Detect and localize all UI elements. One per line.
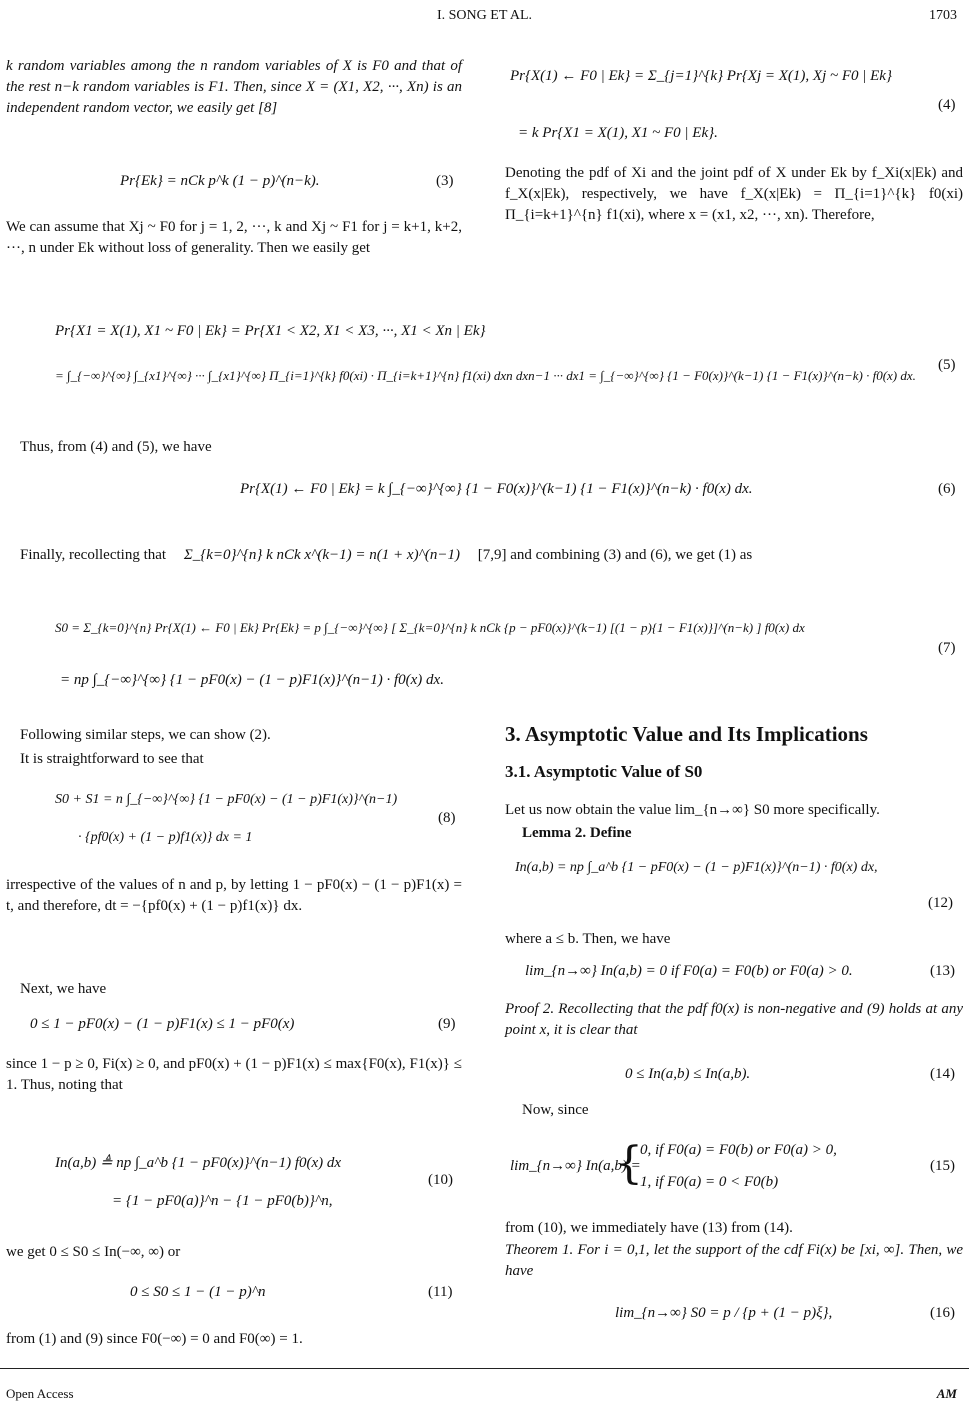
equation-11-number: (11) [428, 1284, 453, 1300]
footer-open-access: Open Access [6, 1386, 74, 1401]
equation-14-number: (14) [930, 1066, 955, 1082]
equation-10-number: (10) [428, 1172, 453, 1188]
equation-15-lhs: lim_{n→∞} In(a,b) = [510, 1158, 641, 1174]
paragraph-straightforward: It is straightforward to see that [20, 751, 204, 767]
equation-3-number: (3) [436, 173, 454, 189]
lemma-2-label [522, 823, 632, 844]
equation-4-line1: Pr{X(1) ← F0 | Ek} = Σ_{j=1}^{k} Pr{Xj = X(1), Xj ~ F0 | Ek} [510, 68, 892, 84]
footer-journal-abbrev: AM [936, 1386, 957, 1401]
equation-15-brace: { [615, 1138, 643, 1189]
equation-7-line1: S0 = Σ_{k=0}^{n} Pr{X(1) ← F0 | Ek} Pr{Ek} = p ∫_{−∞}^{∞} [ Σ_{k=0}^{n} k nCk {p − pF0(x)}^(k−1) [(1 − p){1 − F1(x)}]^(n−k) ] f0(x) dx [55, 620, 805, 635]
paragraph-we-get: we get 0 ≤ S0 ≤ In(−∞, ∞) or [6, 1244, 181, 1260]
equation-9: 0 ≤ 1 − pF0(x) − (1 − p)F1(x) ≤ 1 − pF0(x) [30, 1016, 295, 1032]
paragraph-thus: Thus, from (4) and (5), we have [20, 439, 212, 455]
finally-text-b: [7,9] and combining (3) and (6), we get (1) as [477, 547, 753, 563]
finally-text-a: Finally, recollecting that [20, 547, 167, 563]
equation-16-number: (16) [930, 1305, 955, 1321]
equation-4-number: (4) [938, 97, 956, 113]
equation-12: In(a,b) = np ∫_a^b {1 − pF0(x) − (1 − p)F1(x)}^(n−1) · f0(x) dx, [515, 860, 878, 875]
paragraph-following: Following similar steps, we can show (2). [20, 727, 271, 743]
equation-8-line1: S0 + S1 = n ∫_{−∞}^{∞} {1 − pF0(x) − (1 − p)F1(x)}^(n−1) [55, 792, 398, 807]
paragraph-next: Next, we have [20, 981, 107, 997]
equation-6: Pr{X(1) ← F0 | Ek} = k ∫_{−∞}^{∞} {1 − F0(x)}^(k−1) {1 − F1(x)}^(n−k) · f0(x) dx. [240, 481, 753, 497]
paragraph-finally [20, 545, 752, 566]
equation-15-case-2: 1, if F0(a) = 0 < F0(b) [640, 1174, 779, 1190]
paragraph-denoting: Denoting the pdf of Xi and the joint pdf of X under Ek by f_Xi(x|Ek) and f_X(x|Ek), respectively, we have f_X(x|Ek) = Π_{i=1}^{k} f0(xi) Π_{i=k+1}^{n} f1(xi), where x = (x1, x2, ···, xn). Therefore, [505, 165, 963, 223]
paragraph-where: where a ≤ b. Then, we have [505, 931, 671, 947]
equation-7-line2: = np ∫_{−∞}^{∞} {1 − pF0(x) − (1 − p)F1(x)}^(n−1) · f0(x) dx. [60, 672, 444, 688]
equation-6-number: (6) [938, 481, 956, 497]
equation-3: Pr{Ek} = nCk p^k (1 − p)^(n−k). [120, 173, 320, 189]
equation-14: 0 ≤ In(a,b) ≤ In(a,b). [625, 1066, 751, 1082]
equation-15-number: (15) [930, 1158, 955, 1174]
equation-12-number: (12) [928, 895, 953, 911]
equation-5-number: (5) [938, 357, 956, 373]
paragraph-irrespective: irrespective of the values of n and p, by letting 1 − pF0(x) − (1 − p)F1(x) = t, and therefore, dt = −{pf0(x) + (1 − p)f1(x)} dx. [6, 877, 462, 914]
equation-5-line1: Pr{X1 = X(1), X1 ~ F0 | Ek} = Pr{X1 < X2, X1 < X3, ···, X1 < Xn | Ek} [55, 323, 486, 339]
equation-13-number: (13) [930, 963, 955, 979]
equation-11: 0 ≤ S0 ≤ 1 − (1 − p)^n [130, 1284, 266, 1300]
theorem-1-paragraph: Theorem 1. For i = 0,1, let the support of the cdf Fi(x) be [xi, ∞]. Then, we have [505, 1242, 963, 1279]
paragraph-from-10: from (10), we immediately have (13) from (14). [505, 1220, 793, 1236]
paragraph-intro: k random variables among the n random variables of X is F0 and that of the rest n−k random variables is F1. Then, since X = (X1, X2, ···, Xn) is an independent random vector, we easily get [8] [6, 58, 462, 116]
paragraph-now-since: Now, since [522, 1102, 589, 1118]
equation-13: lim_{n→∞} In(a,b) = 0 if F0(a) = F0(b) or F0(a) > 0. [525, 963, 853, 979]
page-number: 1703 [929, 8, 957, 23]
equation-4-line2: = k Pr{X1 = X(1), X1 ~ F0 | Ek}. [518, 125, 718, 141]
equation-9-number: (9) [438, 1016, 456, 1032]
equation-10-line2: = {1 − pF0(a)}^n − {1 − pF0(b)}^n, [112, 1193, 333, 1209]
paragraph-since: since 1 − p ≥ 0, Fi(x) ≥ 0, and pF0(x) + (1 − p)F1(x) ≤ max{F0(x), F1(x)} ≤ 1. Thus, noting that [6, 1056, 462, 1093]
lemma-2-text: Lemma 2. Define [522, 825, 632, 841]
proof-2-paragraph: Proof 2. Recollecting that the pdf f0(x) is non-negative and (9) holds at any point x, it is clear that [505, 1001, 963, 1038]
paragraph-assumption: We can assume that Xj ~ F0 for j = 1, 2, ···, k and Xj ~ F1 for j = k+1, k+2, ···, n under Ek without loss of generality. Then we easily get [6, 219, 462, 256]
equation-8-line2: · {pf0(x) + (1 − p)f1(x)} dx = 1 [78, 830, 253, 845]
equation-16: lim_{n→∞} S0 = p / {p + (1 − p)ξ}, [615, 1305, 833, 1321]
finally-sum: Σ_{k=0}^{n} k nCk x^(k−1) = n(1 + x)^(n−1) [183, 547, 461, 563]
section-3-1-heading: 3.1. Asymptotic Value of S0 [505, 762, 703, 781]
footer-rule [0, 1368, 969, 1369]
paragraph-from-1: from (1) and (9) since F0(−∞) = 0 and F0(∞) = 1. [6, 1331, 303, 1347]
running-title: I. SONG ET AL. [436, 8, 533, 23]
equation-7-number: (7) [938, 640, 956, 656]
equation-15-case-1: 0, if F0(a) = F0(b) or F0(a) > 0, [640, 1142, 837, 1158]
paragraph-let-us: Let us now obtain the value lim_{n→∞} S0 more specifically. [505, 802, 880, 818]
section-3-heading: 3. Asymptotic Value and Its Implications [505, 722, 868, 746]
equation-5-line2: = ∫_{−∞}^{∞} ∫_{x1}^{∞} ··· ∫_{x1}^{∞} Π_{i=1}^{k} f0(xi) · Π_{i=k+1}^{n} f1(xi) dxn dxn−1 ··· dx1 = ∫_{−∞}^{∞} {1 − F0(x)}^(k−1) {1 − F1(x)}^(n−k) · f0(x) dx. [55, 368, 916, 383]
equation-10-line1: In(a,b) ≜ np ∫_a^b {1 − pF0(x)}^(n−1) f0(x) dx [55, 1155, 342, 1171]
equation-8-number: (8) [438, 810, 456, 826]
